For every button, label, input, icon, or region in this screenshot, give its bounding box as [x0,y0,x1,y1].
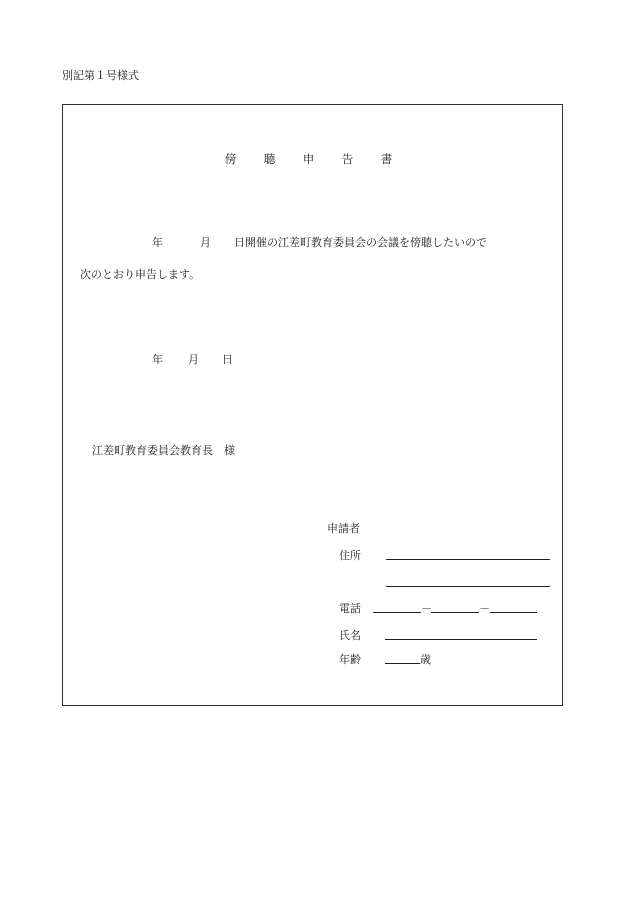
form-number-label: 別記第１号様式 [62,69,139,82]
statement-year: 年 [152,236,163,249]
statement-month: 月 [200,236,211,249]
age-field[interactable] [385,663,420,664]
address-field-line2[interactable] [386,586,550,587]
date-month: 月 [188,353,199,366]
addressee: 江差町教育委員会教育長 様 [92,444,235,457]
phone-label: 電話 [339,602,361,615]
phone-field-exchange[interactable] [431,612,479,613]
statement-line2: 次のとおり申告します。 [80,268,201,281]
phone-separator-1: － [421,602,432,615]
age-label: 年齢 [339,653,361,666]
phone-separator-2: － [479,602,490,615]
address-label: 住所 [339,549,361,562]
application-form [62,104,563,706]
form-title: 傍 聴 申 告 書 [224,152,401,166]
statement-line1: 日開催の江差町教育委員会の会議を傍聴したいので [234,236,487,249]
date-year: 年 [152,353,163,366]
age-suffix: 歳 [420,653,431,666]
address-field-line1[interactable] [386,559,550,560]
name-label: 氏名 [339,629,361,642]
applicant-heading: 申請者 [327,522,360,535]
phone-field-number[interactable] [490,612,537,613]
name-field[interactable] [385,639,537,640]
date-day: 日 [222,353,233,366]
phone-field-area[interactable] [373,612,421,613]
